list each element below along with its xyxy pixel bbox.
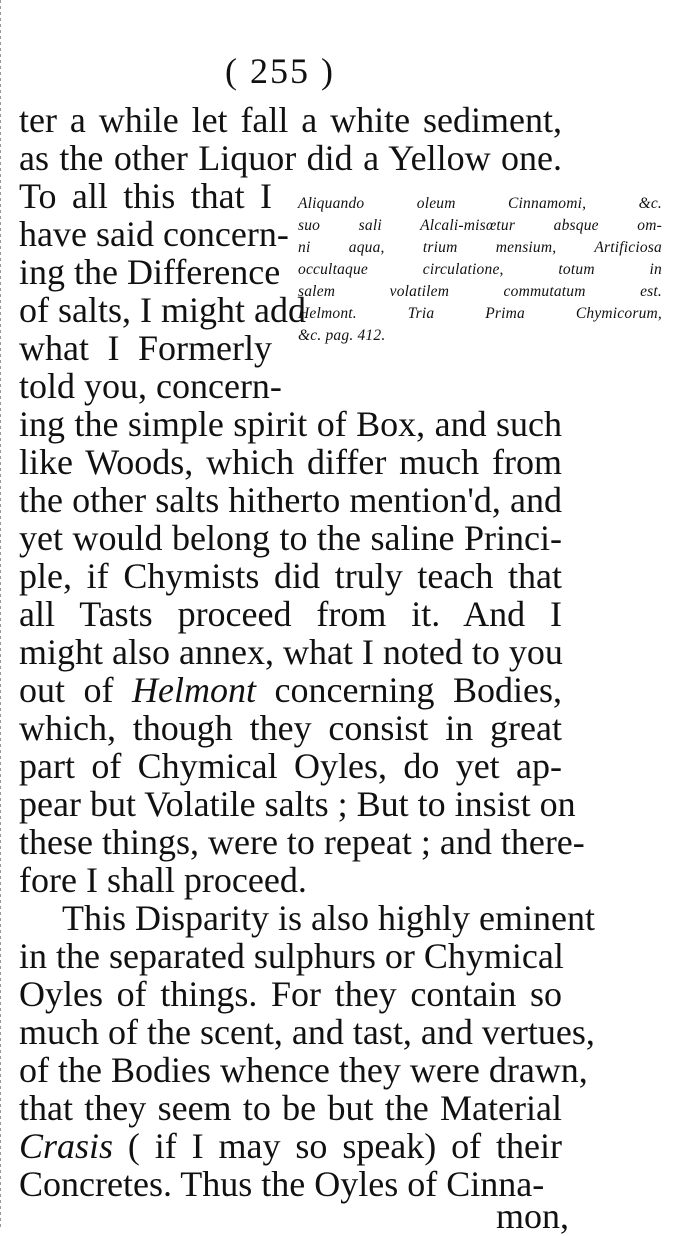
text-line (19, 670, 562, 710)
text-line: all Tasts proceed from it. And I (19, 594, 562, 634)
text-line: have said concern- (19, 214, 289, 254)
side-note-line: &c. pag. 412. (298, 327, 386, 344)
side-note-line: salem volatilem commutatum est. (298, 283, 662, 300)
page-number: ( 255 ) (225, 51, 335, 91)
text-line (19, 1126, 562, 1166)
text-line: as the other Liquor did a Yellow one. (19, 138, 562, 178)
text-span: ( if I may so speak) of their (113, 1126, 562, 1166)
side-note-line: Aliquando oleum Cinnamomi, &c. (298, 195, 662, 212)
text-line: This Disparity is also highly eminent (62, 898, 595, 938)
text-line: ple, if Chymists did truly teach that (19, 556, 562, 596)
text-span: out of (19, 670, 133, 710)
text-line: in the separated sulphurs or Chymical (19, 936, 564, 976)
text-line: which, though they consist in great (19, 708, 562, 748)
italic-name: Helmont (132, 670, 257, 710)
text-span: concerning Bodies, (256, 670, 562, 710)
text-line: the other salts hitherto mention'd, and (19, 480, 562, 520)
text-line: Concretes. Thus the Oyles of Cinna- (19, 1164, 545, 1204)
side-note-line: Helmont. Tria Prima Chymicorum, (298, 305, 662, 322)
text-line: pear but Volatile salts ; But to insist on (19, 784, 576, 824)
text-line: might also annex, what I noted to you (19, 632, 563, 672)
text-line: that they seem to be but the Material (19, 1088, 562, 1128)
text-line: ing the Difference (19, 252, 281, 292)
text-line: Oyles of things. For they contain so (19, 974, 562, 1014)
side-note-line: ni aqua, trium mensium, Artificiosa (298, 239, 662, 256)
text-line: ing the simple spirit of Box, and such (19, 404, 562, 444)
italic-term: Crasis (19, 1126, 114, 1166)
text-line: of salts, I might add (19, 290, 306, 330)
text-line: much of the scent, and tast, and vertues, (19, 1012, 595, 1052)
text-line: ter a while let fall a white sediment, (19, 100, 562, 140)
text-line: these things, were to repeat ; and there- (19, 822, 585, 862)
text-line: yet would belong to the saline Princi- (19, 518, 562, 558)
side-note-line: suo sali Alcali-misœtur absque om- (298, 217, 662, 234)
catchword: mon, (495, 1196, 569, 1236)
text-line: To all this that I (19, 176, 272, 216)
text-line: part of Chymical Oyles, do yet ap- (19, 746, 562, 786)
page-gutter-dots (0, 0, 6, 1227)
text-line: told you, concern- (19, 366, 282, 406)
text-line: what I Formerly (19, 328, 272, 368)
text-line: of the Bodies whence they were drawn, (19, 1050, 588, 1090)
text-line: like Woods, which differ much from (19, 442, 562, 482)
side-note (298, 193, 662, 347)
side-note-line: occultaque circulatione, totum in (298, 261, 662, 278)
text-line: fore I shall proceed. (19, 860, 307, 900)
